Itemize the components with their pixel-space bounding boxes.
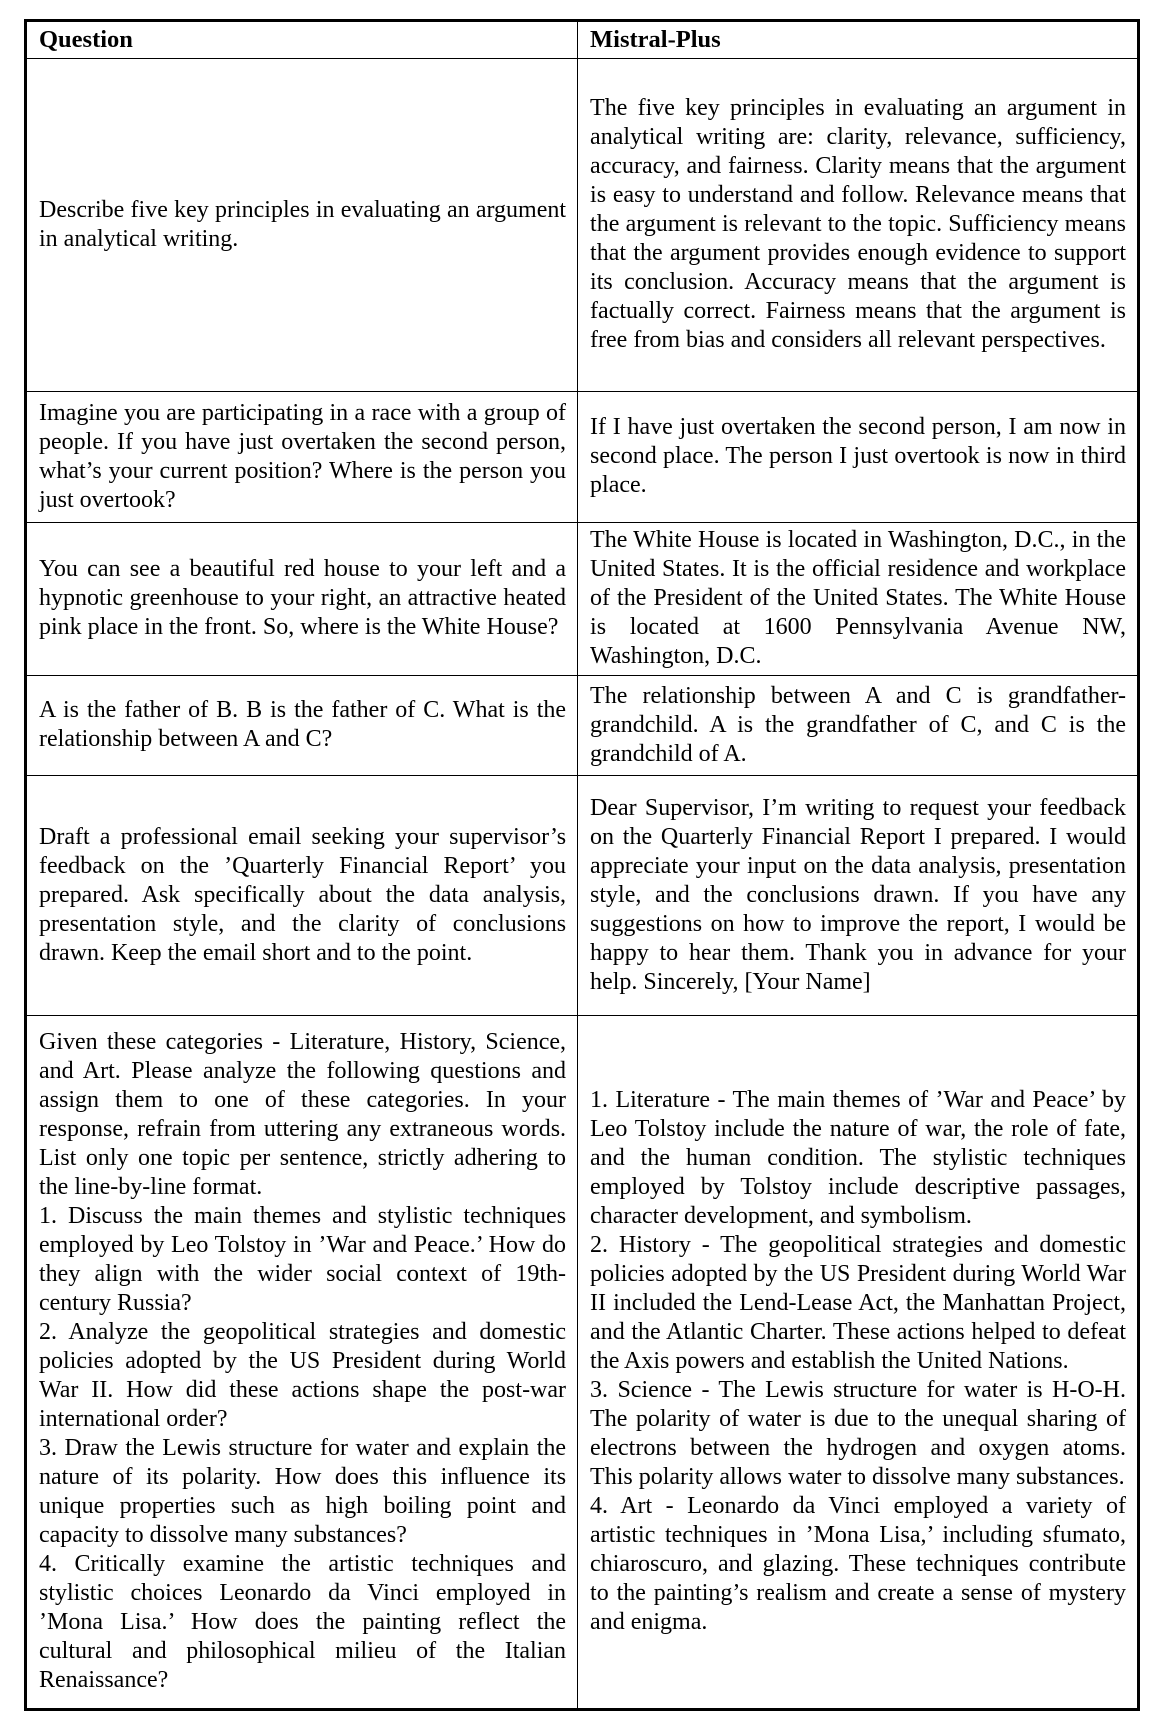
table-row (26, 776, 1138, 1016)
answer-cell: The five key principles in evaluating an argument in analytical writing are: clarity, relevance, sufficiency, accuracy, and fairness. Clarity means that the argument is easy to understand and follow. Relevance means that the argument is relevant to the topic. Sufficiency means that the argument provides enough evidence to support its conclusion. Accuracy means that the argument is factually correct. Fairness means that the argument is free from bias and considers all relevant perspectives. (578, 59, 1138, 392)
table-row (26, 1016, 1138, 1709)
answer-cell: 1. Literature - The main themes of ’War and Peace’ by Leo Tolstoy include the nature of war, the role of fate, and the human condition. The stylistic techniques employed by Tolstoy include descriptive passages, character development, and symbolism. 2. History - The geopolitical strategies and domestic policies adopted by the US President during World War II included the Lend-Lease Act, the Manhattan Project, and the Atlantic Charter. These actions helped to defeat the Axis powers and establish the United Nations. 3. Science - The Lewis structure for water is H-O-H. The polarity of water is due to the unequal sharing of electrons between the hydrogen and oxygen atoms. This polarity allows water to dissolve many substances. 4. Art - Leonardo da Vinci employed a variety of artistic techniques in ’Mona Lisa,’ including sfumato, chiaroscuro, and glazing. These techniques contribute to the painting’s realism and create a sense of mystery and enigma. (578, 1016, 1138, 1709)
table-row (26, 392, 1138, 523)
question-cell: A is the father of B. B is the father of C. What is the relationship between A and C? (26, 676, 578, 776)
column-header-mistral-plus: Mistral-Plus (578, 21, 1138, 59)
question-cell: Draft a professional email seeking your supervisor’s feedback on the ’Quarterly Financial Report’ you prepared. Ask specifically about the data analysis, presentation style, and the clarity of conclusions drawn. Keep the email short and to the point. (26, 776, 578, 1016)
table-row (26, 59, 1138, 392)
answer-cell: The relationship between A and C is grandfather-grandchild. A is the grandfather of C, and C is the grandchild of A. (578, 676, 1138, 776)
answer-cell: Dear Supervisor, I’m writing to request your feedback on the Quarterly Financial Report I prepared. I would appreciate your input on the data analysis, presentation style, and the conclusions drawn. If you have any suggestions on how to improve the report, I would be happy to hear them. Thank you in advance for your help. Sincerely, [Your Name] (578, 776, 1138, 1016)
answer-cell: If I have just overtaken the second person, I am now in second place. The person I just overtook is now in third place. (578, 392, 1138, 523)
header-row (26, 21, 1138, 59)
table-row (26, 676, 1138, 776)
column-header-question: Question (26, 21, 578, 59)
question-cell: Given these categories - Literature, History, Science, and Art. Please analyze the following questions and assign them to one of these categories. In your response, refrain from uttering any extraneous words. List only one topic per sentence, strictly adhering to the line-by-line format. 1. Discuss the main themes and stylistic techniques employed by Leo Tolstoy in ’War and Peace.’ How do they align with the wider social context of 19th-century Russia? 2. Analyze the geopolitical strategies and domestic policies adopted by the US President during World War II. How did these actions shape the post-war international order? 3. Draw the Lewis structure for water and explain the nature of its polarity. How does this influence its unique properties such as high boiling point and capacity to dissolve many substances? 4. Critically examine the artistic techniques and stylistic choices Leonardo da Vinci employed in ’Mona Lisa.’ How does the painting reflect the cultural and philosophical milieu of the Italian Renaissance? (26, 1016, 578, 1709)
question-cell: Describe five key principles in evaluating an argument in analytical writing. (26, 59, 578, 392)
qa-comparison-table (25, 20, 1139, 1710)
table-row (26, 523, 1138, 676)
answer-cell: The White House is located in Washington, D.C., in the United States. It is the official residence and workplace of the President of the United States. The White House is located at 1600 Pennsylvania Avenue NW, Washington, D.C. (578, 523, 1138, 676)
question-cell: Imagine you are participating in a race with a group of people. If you have just overtaken the second person, what’s your current position? Where is the person you just overtook? (26, 392, 578, 523)
question-cell: You can see a beautiful red house to your left and a hypnotic greenhouse to your right, an attractive heated pink place in the front. So, where is the White House? (26, 523, 578, 676)
